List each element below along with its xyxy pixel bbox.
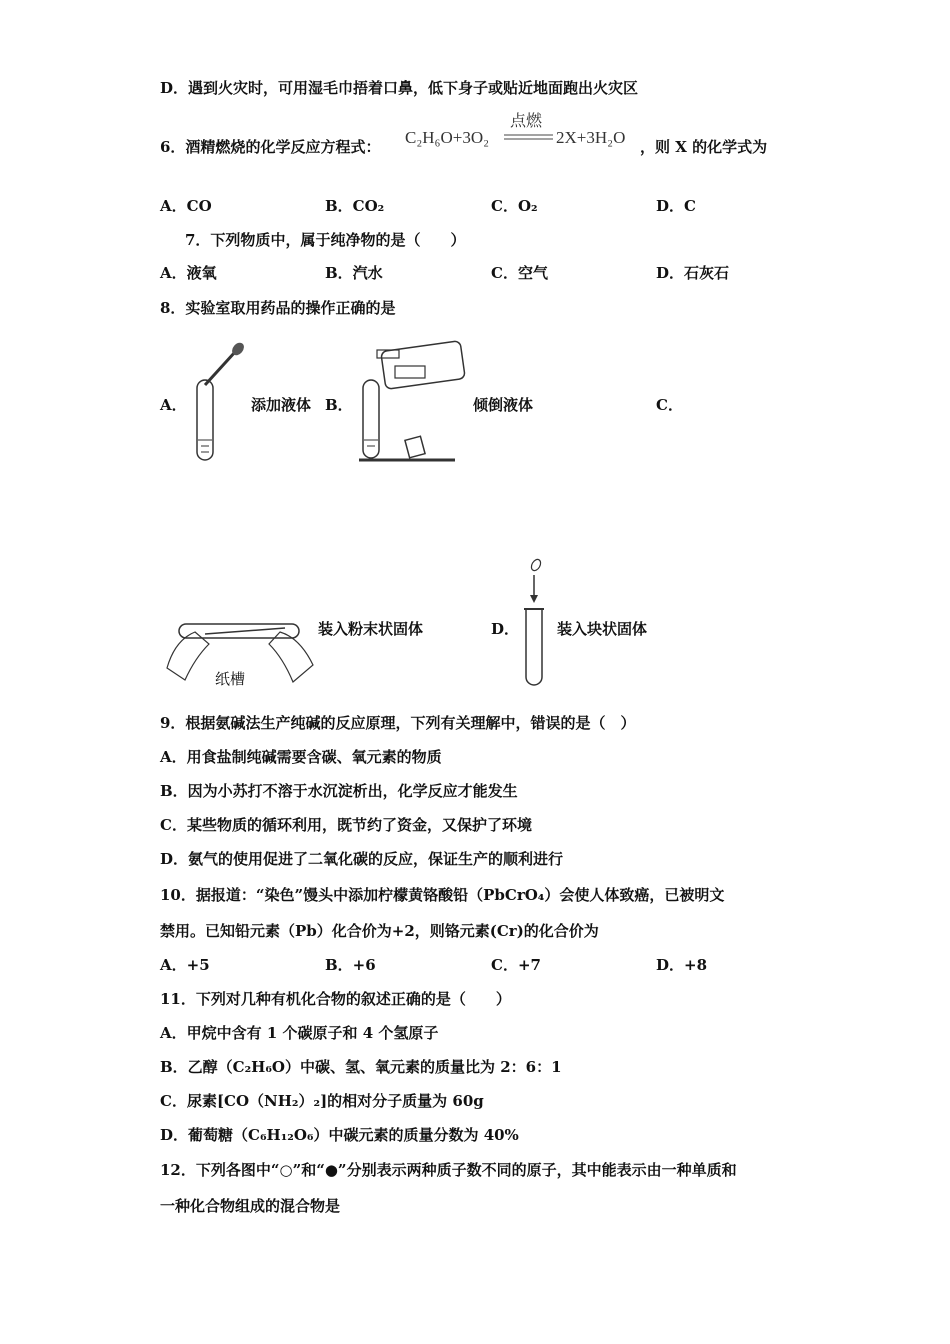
q8-d-label: 装入块状固体: [557, 620, 648, 638]
q9-stem: 9．根据氨碱法生产纯碱的反应原理，下列有关理解中，错误的是（ ）: [160, 714, 636, 732]
q11-stem: 11．下列对几种有机化合物的叙述正确的是（ ）: [160, 990, 511, 1008]
q7-stem: 7．下列物质中，属于纯净物的是（ ）: [185, 231, 466, 249]
q6-equation-right: 2X+3H₂O: [556, 128, 626, 147]
q10-option-d: D．+8: [656, 956, 708, 974]
q6-option-b: B．CO₂: [325, 197, 385, 215]
q9-option-b: B．因为小苏打不溶于水沉淀析出，化学反应才能发生: [160, 782, 518, 800]
q8-c-caption: 纸槽: [215, 670, 246, 688]
dropper-tube-figure: [185, 340, 255, 470]
q12-line2: 一种化合物组成的混合物是: [160, 1197, 341, 1215]
q7-option-d: D．石灰石: [656, 264, 730, 282]
q9-option-d: D．氨气的使用促进了二氧化碳的反应，保证生产的顺利进行: [160, 850, 564, 868]
q10-line2: 禁用。已知铅元素（Pb）化合价为+2，则铬元素(Cr)的化合价为: [160, 922, 599, 940]
q6-equation-left: C₂H₆O+3O₂: [405, 128, 490, 147]
q6-option-c: C．O₂: [491, 197, 538, 215]
q7-option-c: C．空气: [491, 264, 548, 282]
q9-option-c: C．某些物质的循环利用，既节约了资金，又保护了环境: [160, 816, 532, 834]
pour-liquid-figure: [355, 340, 470, 465]
q6-suffix: ，则 X 的化学式为: [640, 138, 768, 156]
q11-option-a: A．甲烷中含有 1 个碳原子和 4 个氢原子: [160, 1024, 439, 1042]
q8-b-letter: B．: [325, 396, 353, 414]
q11-option-b: B．乙醇（C₂H₆O）中碳、氢、氧元素的质量比为 2：6：1: [160, 1058, 562, 1076]
q11-option-d: D．葡萄糖（C₆H₁₂O₆）中碳元素的质量分数为 40%: [160, 1126, 519, 1144]
q10-option-a: A．+5: [160, 956, 210, 974]
q6-option-a: A．CO: [160, 197, 212, 215]
solid-block-tube-figure: [520, 555, 550, 690]
q10-line1: 10．据报道：“染色”馒头中添加柠檬黄铬酸铅（PbCrO₄）会使人体致癌，已被明文: [160, 886, 725, 904]
q5-option-d: D．遇到火灾时，可用湿毛巾捂着口鼻，低下身子或贴近地面跑出火灾区: [160, 79, 639, 97]
q9-option-a: A．用食盐制纯碱需要含碳、氧元素的物质: [160, 748, 442, 766]
q8-stem: 8．实验室取用药品的操作正确的是: [160, 299, 396, 317]
q8-d-letter: D．: [491, 620, 520, 638]
q10-option-b: B．+6: [325, 956, 376, 974]
q8-c-label: 装入粉末状固体: [318, 620, 424, 638]
q7-option-b: B．汽水: [325, 264, 383, 282]
q11-option-c: C．尿素[CO（NH₂）₂]的相对分子质量为 60g: [160, 1092, 484, 1110]
q6-option-d: D．C: [656, 197, 696, 215]
q6-equation-condition: 点燃: [510, 113, 543, 130]
q7-option-a: A．液氧: [160, 264, 217, 282]
q8-a-letter: A．: [160, 396, 187, 414]
q12-line1: 12．下列各图中“○”和“●”分别表示两种质子数不同的原子，其中能表示由一种单质和: [160, 1161, 737, 1179]
q10-option-c: C．+7: [491, 956, 541, 974]
q8-c-letter: C．: [656, 396, 683, 414]
q8-b-label: 倾倒液体: [473, 396, 534, 414]
q8-a-label: 添加液体: [251, 396, 312, 414]
q6-prefix: 6．酒精燃烧的化学反应方程式：: [160, 138, 381, 156]
